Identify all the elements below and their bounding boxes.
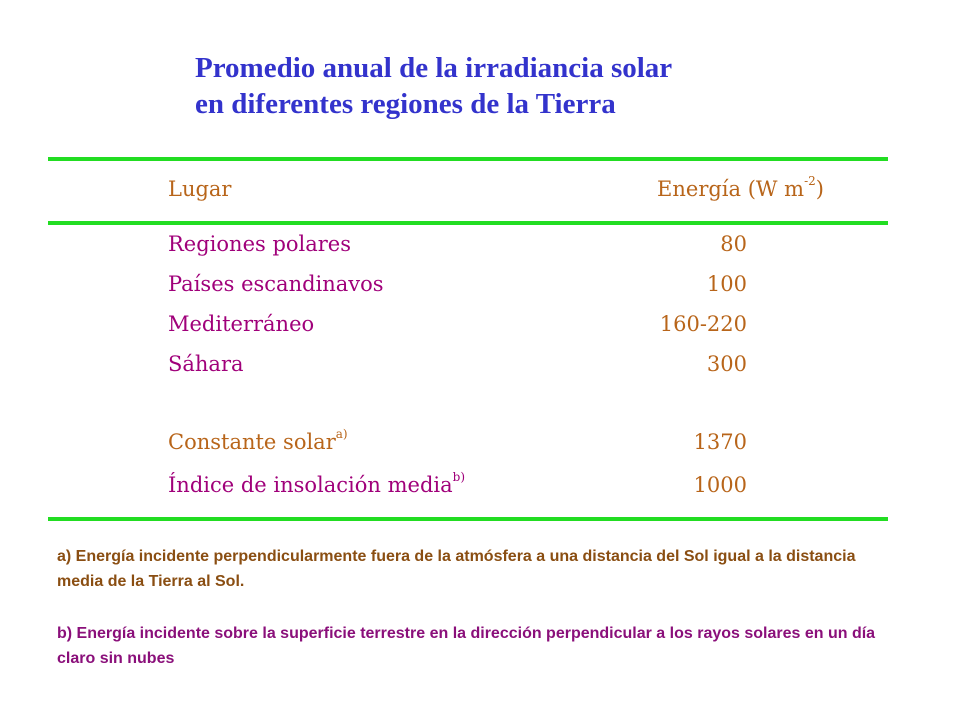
indice-insolacion-footnote-mark: b): [452, 470, 466, 484]
footnote-a: a) Energía incidente perpendicularmente fuera de la atmósfera a una distancia del Sol igual a la distancia media de la Tierra al Sol.: [57, 548, 856, 590]
row-constante-solar: [168, 429, 348, 455]
row-energia-1: 100: [706, 272, 747, 296]
title-line-1: Promedio anual de la irradiancia solar: [195, 52, 673, 84]
title-line-2: en diferentes regiones de la Tierra: [195, 88, 616, 120]
header-energia-text: Energía (W m: [657, 177, 805, 201]
header-energia: [657, 176, 824, 202]
indice-insolacion-label: Índice de insolación media: [168, 473, 453, 497]
row-energia-2: 160-220: [659, 312, 747, 336]
row-lugar-2: Mediterráneo: [168, 312, 315, 336]
header-energia-sup: -2: [804, 174, 816, 188]
constante-solar-footnote-mark: a): [335, 427, 348, 441]
row-lugar-1: Países escandinavos: [168, 272, 384, 296]
row-indice-insolacion: [168, 472, 465, 498]
row-lugar-0: Regiones polares: [168, 232, 352, 256]
constante-solar-label: Constante solar: [168, 430, 336, 454]
table-top-rule: [48, 157, 888, 161]
indice-insolacion-value: 1000: [693, 473, 747, 497]
row-energia-3: 300: [706, 352, 747, 376]
constante-solar-value: 1370: [693, 430, 747, 454]
row-lugar-3: Sáhara: [168, 352, 244, 376]
header-lugar: Lugar: [168, 177, 232, 201]
row-energia-0: 80: [720, 232, 747, 256]
table-bottom-rule: [48, 517, 888, 521]
footnote-b: b) Energía incidente sobre la superficie terrestre en la dirección perpendicular a los rayos solares en un día claro sin nubes: [57, 625, 876, 667]
page-title: [195, 50, 895, 122]
table-header-rule: [48, 221, 888, 225]
header-energia-close: ): [815, 177, 824, 201]
